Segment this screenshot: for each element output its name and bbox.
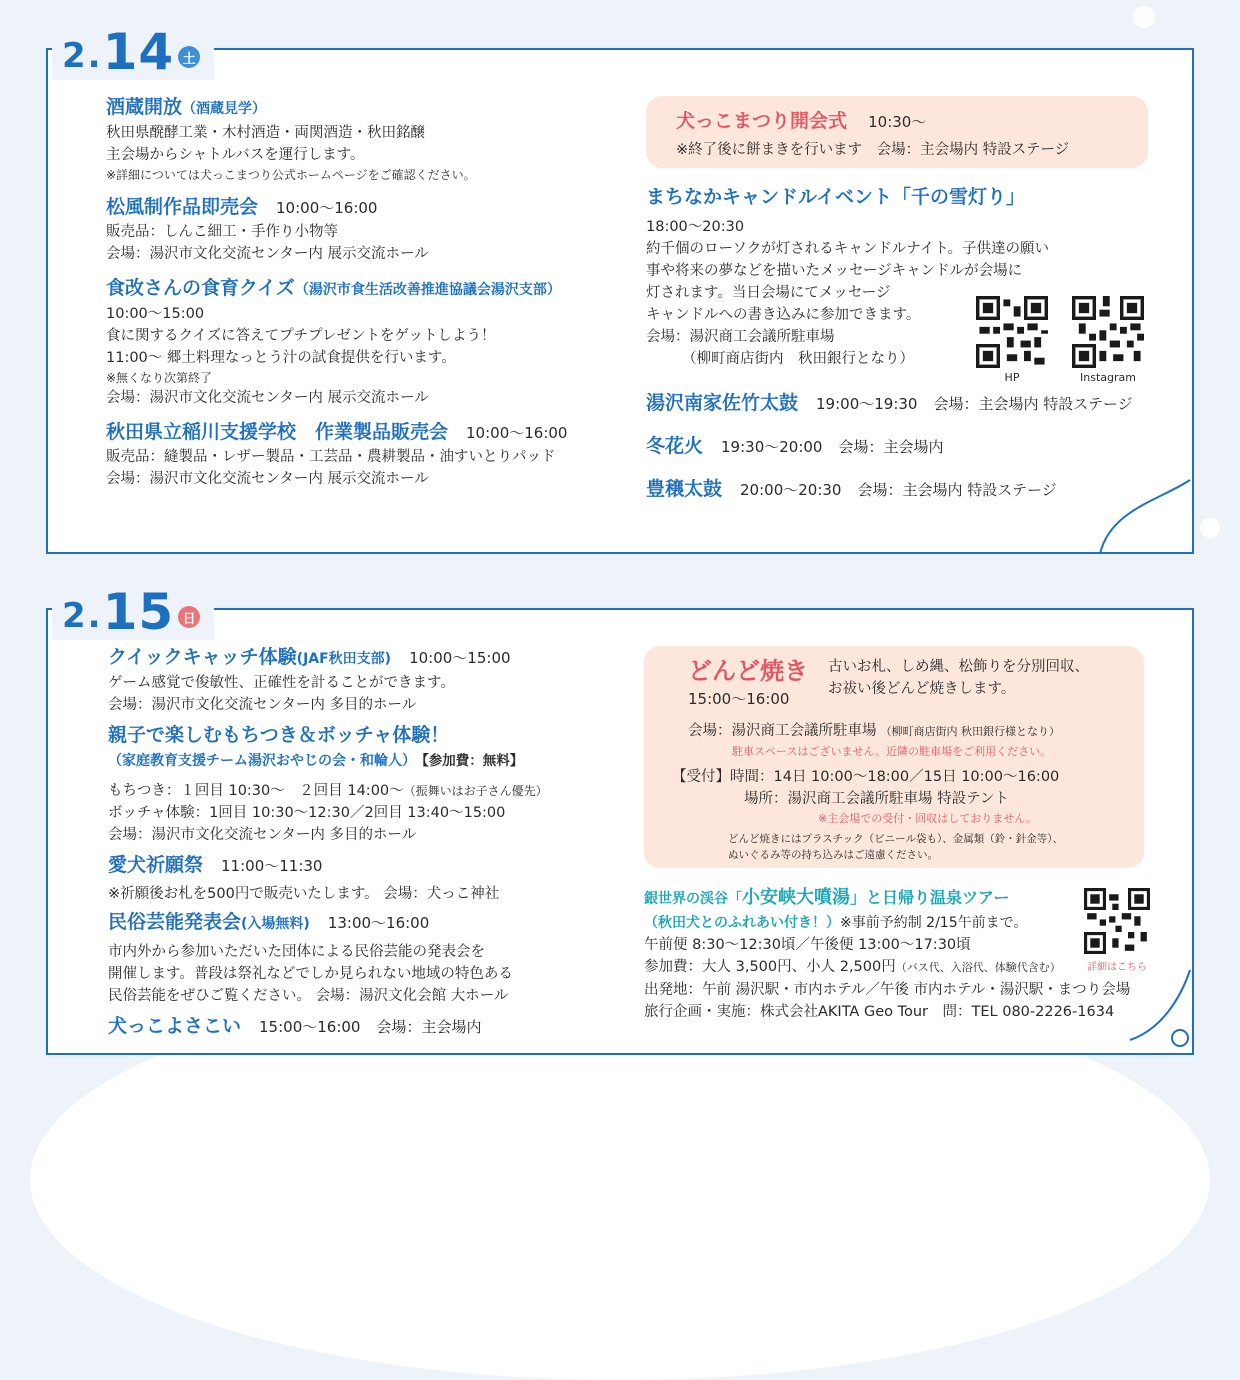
opening-time: 10:30〜: [868, 113, 927, 131]
event-fee: 【参加費：無料】: [422, 753, 524, 769]
event-hojotaiko: [646, 476, 1186, 503]
candle-line: キャンドルへの書き込みに参加できます。: [646, 307, 921, 323]
event-time: 10:00〜15:00: [409, 649, 511, 667]
day1-left-column: [106, 94, 626, 490]
event-yosakoi: [108, 1013, 628, 1040]
event-time: 19:30〜20:00: [721, 438, 823, 456]
event-time: 10:00〜16:00: [466, 424, 568, 442]
event-line: 10:00〜15:00: [106, 306, 205, 322]
dondo-desc: 古いお札、しめ縄、松飾りを分別回収、: [828, 659, 1089, 675]
event-line: 会場：湯沢市文化交流センター内 展示交流ホール: [106, 390, 429, 406]
dondo-yaki-box: [644, 646, 1144, 868]
event-title: 食改さんの食育クイズ: [106, 277, 295, 299]
event-title: 酒蔵開放: [106, 96, 183, 118]
event-venue: 会場：主会場内 特設ステージ: [857, 481, 1057, 499]
event-line: ※祈願後お札を500円で販売いたします。 会場：犬っこ神社: [108, 886, 500, 902]
weekday-badge: 土: [178, 46, 200, 68]
event-shofu: [106, 194, 626, 265]
dondo-place: 場所：湯沢商工会議所駐車場 特設テント: [744, 791, 1009, 807]
decor-dot: [1133, 6, 1155, 28]
qr-code-hp[interactable]: [976, 296, 1048, 368]
qr-code-tour[interactable]: [1084, 888, 1150, 954]
qr-label-instagram: Instagram: [1080, 371, 1136, 384]
event-line: 市内外から参加いただいた団体による民俗芸能の発表会を: [108, 944, 485, 960]
decor-swirl: [1120, 960, 1210, 1050]
event-time: 11:00〜11:30: [221, 857, 323, 875]
decor-dot: [1200, 518, 1220, 538]
dondo-venue-note: （柳町商店街内 秋田銀行様となり）: [880, 725, 1060, 738]
day2-date-heading: 2 . 15 日: [52, 580, 214, 640]
event-title: 愛犬祈願祭: [108, 854, 204, 876]
dondo-time: 15:00〜16:00: [688, 690, 790, 708]
event-subtitle: (入場無料): [241, 916, 310, 932]
event-line: 食に関するクイズに答えてプチプレゼントをゲットしよう！: [106, 328, 496, 344]
event-time: 19:00〜19:30: [816, 395, 918, 413]
candle-line: （柳町商店街内 秋田銀行となり）: [682, 351, 914, 367]
event-title: 冬花火: [646, 435, 704, 457]
event-line: 11:00〜 郷土料理なっとう汁の試食提供を行います。: [106, 350, 456, 366]
dondo-parking-note: 駐車スペースはございません。近隣の駐車場をご利用ください。: [732, 745, 1052, 758]
day2-left-column: [108, 644, 628, 1040]
tour-title-name: 小安峡大噴湯: [742, 887, 850, 908]
date-month: 2: [62, 36, 86, 76]
event-line: 会場：湯沢市文化交流センター内 展示交流ホール: [106, 246, 429, 262]
day1-evening-events: [646, 390, 1186, 503]
event-sakagura: [106, 94, 626, 184]
tour-line: 旅行企画・実施：株式会社AKITA Geo Tour 問：TEL 080-2226-1634: [644, 1004, 1115, 1020]
event-note: （振舞いはお子さん優先）: [403, 784, 548, 798]
event-line: 会場：湯沢市文化交流センター内 多目的ホール: [108, 697, 417, 713]
dondo-main-note: ※主会場での受付・回収はしておりません。: [818, 812, 1037, 825]
event-time: 13:00〜16:00: [327, 914, 430, 932]
opening-note: ※終了後に餅まきを行います 会場：主会場内 特設ステージ: [676, 142, 1070, 158]
event-line: 会場：湯沢市文化交流センター内 展示交流ホール: [106, 471, 429, 487]
candle-line: 事や将来の夢などを描いたメッセージキャンドルが会場に: [646, 263, 1023, 279]
opening-title: 犬っこまつり開会式: [676, 110, 848, 132]
event-subtitle: （酒蔵見学）: [182, 101, 267, 117]
event-venue: 会場：主会場内: [376, 1018, 482, 1036]
event-shokuiku-quiz: [106, 275, 626, 409]
event-time: 15:00〜16:00: [259, 1018, 361, 1036]
day1-date-heading: 2 . 14 土: [52, 20, 214, 80]
tour-subtitle: （秋田犬とのふれあい付き！）: [644, 915, 840, 931]
event-title: 親子で楽しむもちつき＆ボッチャ体験！: [108, 724, 450, 746]
event-line: ボッチャ体験：1回目 10:30〜12:30／2回目 13:40〜15:00: [108, 805, 506, 821]
event-line: 販売品：縫製品・レザー製品・工芸品・農耕製品・油すいとりパッド: [106, 449, 556, 465]
event-minzoku-geino: [108, 909, 628, 1007]
tour-title-post: 」と日帰り温泉ツアー: [850, 888, 1010, 907]
candle-line: 約千個のローソクが灯されるキャンドルナイト。子供達の願い: [646, 241, 1049, 257]
event-title: 犬っこよさこい: [108, 1015, 242, 1037]
event-title: 湯沢南家佐竹太鼓: [646, 392, 799, 414]
event-line: 民俗芸能をぜひご覧ください。 会場：湯沢文化会館 大ホール: [108, 988, 509, 1004]
weekday-badge: 日: [178, 606, 200, 628]
date-day: 14: [102, 23, 175, 81]
dondo-plastic-note: ぬいぐるみ等の持ち込みはご遠慮ください。: [728, 849, 938, 861]
qr-label-hp: HP: [1004, 371, 1020, 384]
dondo-reception: 【受付】時間：14日 10:00〜18:00／15日 10:00〜16:00: [672, 769, 1060, 785]
event-aiken-kiganssai: [108, 852, 628, 905]
date-day: 15: [102, 583, 175, 641]
event-title: 秋田県立稲川支援学校 作業製品販売会: [106, 421, 449, 443]
dondo-desc: お祓い後どんど焼きします。: [828, 681, 1016, 697]
date-month: 2: [62, 596, 86, 636]
event-sataketaiko: [646, 390, 1186, 417]
candle-line: 18:00〜20:30: [646, 219, 745, 235]
event-line: 会場：湯沢市文化交流センター内 多目的ホール: [108, 827, 417, 843]
event-subtitle: （家庭教育支援チーム湯沢おやじの会・和輪人）: [108, 753, 416, 769]
event-line: 販売品：しんこ細工・手作り小物等: [106, 224, 338, 240]
event-line: もちつき：１回目 10:30〜 ２回目 14:00〜: [108, 783, 404, 799]
event-fuyuhanabi: [646, 433, 1186, 460]
candle-line: 会場：湯沢商工会議所駐車場: [646, 329, 835, 345]
dondo-venue: 会場：湯沢商工会議所駐車場: [688, 723, 877, 739]
candle-line: 灯されます。当日会場にてメッセージ: [646, 285, 891, 301]
event-subtitle: (JAF秋田支部): [296, 651, 392, 667]
event-mochitsuki-boccia: [108, 722, 628, 846]
event-inakawa-school: [106, 419, 626, 490]
tour-title-pre: 銀世界の渓谷「: [644, 891, 742, 907]
tour-line: 午前便 8:30〜12:30頃／午後便 13:00〜17:30頃: [644, 937, 971, 953]
event-subtitle: （湯沢市食生活改善推進協議会湯沢支部）: [294, 282, 561, 298]
tour-fee-note: （バス代、入浴代、体験代含む）: [895, 961, 1061, 974]
event-venue: 会場：主会場内: [838, 438, 944, 456]
qr-code-instagram[interactable]: [1072, 296, 1144, 368]
tour-fee: 参加費：大人 3,500円、小人 2,500円: [644, 959, 896, 975]
event-note: ※詳細については犬っこまつり公式ホームページをご確認ください。: [106, 168, 476, 182]
event-line: 開催します。普段は祭礼などでしか見られない地域の特色ある: [108, 966, 513, 982]
event-line: 秋田県醗酵工業・木村酒造・両関酒造・秋田銘醸: [106, 125, 425, 141]
event-title: 豊穣太鼓: [646, 478, 723, 500]
event-line: 主会場からシャトルバスを運行します。: [106, 147, 365, 163]
event-note: ※無くなり次第終了: [106, 371, 213, 385]
qr-label-tour: 詳細はこちら: [1087, 962, 1147, 973]
tour-line: 出発地：午前 湯沢駅・市内ホテル／午後 市内ホテル・湯沢駅・まつり会場: [644, 982, 1131, 998]
dondo-plastic-note: どんど焼きにはプラスチック（ビニール袋も）、金属類（鈴・針金等）、: [728, 833, 1063, 845]
event-title: 民俗芸能発表会: [108, 911, 242, 933]
event-quick-catch: [108, 644, 628, 716]
candle-title: まちなかキャンドルイベント「千の雪灯り」: [646, 186, 1026, 208]
event-line: ゲーム感覚で俊敏性、正確性を計ることができます。: [108, 675, 455, 691]
event-title: クイックキャッチ体験: [108, 646, 297, 668]
event-time: 20:00〜20:30: [740, 481, 842, 499]
opening-ceremony-box: [646, 96, 1148, 168]
event-title: 松風制作品即売会: [106, 196, 259, 218]
event-venue: 会場：主会場内 特設ステージ: [933, 395, 1133, 413]
dondo-title: どんど焼き: [688, 657, 808, 685]
tour-reserve: ※事前予約制 2/15午前まで。: [840, 915, 1028, 931]
event-time: 10:00〜16:00: [276, 199, 378, 217]
